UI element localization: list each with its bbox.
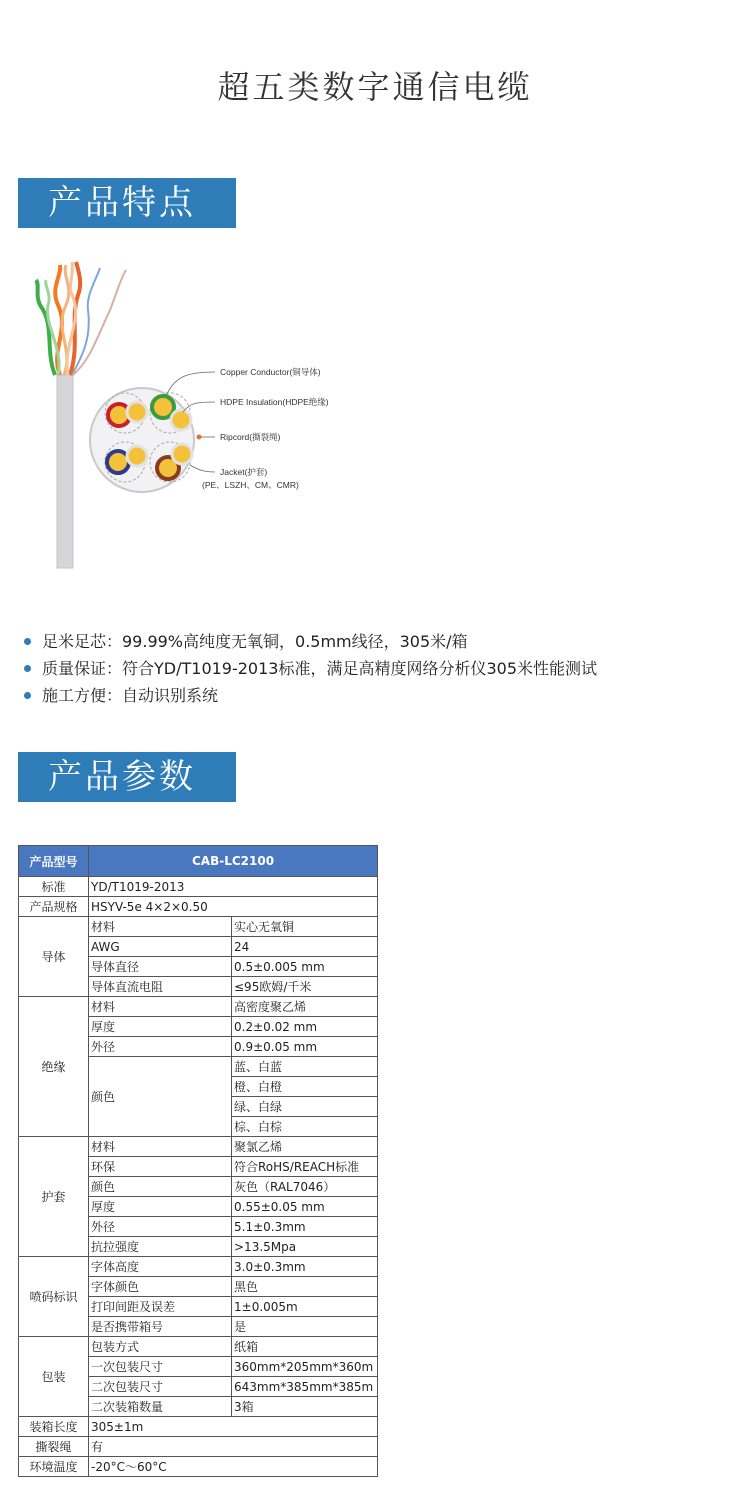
spec-table <box>18 845 378 1477</box>
feature-item: 施工方便：自动识别系统 <box>24 682 597 709</box>
label-ripcord: Ripcord(撕裂绳) <box>220 432 281 442</box>
group-marking: 喷码标识 <box>19 1257 89 1337</box>
table-row: 橙、白橙 <box>19 1077 378 1097</box>
table-row: 标准 YD/T1019-2013 <box>19 877 378 897</box>
page-title: 超五类数字通信电缆 <box>217 68 533 106</box>
cable-cross-section-diagram <box>0 250 420 580</box>
table-row: 颜色 蓝、白蓝 <box>19 1057 378 1077</box>
label-copper-conductor: Copper Conductor(铜导体) <box>220 367 321 377</box>
table-row: 外径 5.1±0.3mm <box>19 1217 378 1237</box>
table-row: 导体 材料 实心无氧铜 <box>19 917 378 937</box>
table-row: 绿、白绿 <box>19 1097 378 1117</box>
feature-item: 足米足芯：99.99%高纯度无氧铜，0.5mm线径，305米/箱 <box>24 628 597 655</box>
section-features-banner: 产品特点 <box>18 178 236 228</box>
table-row: AWG 24 <box>19 937 378 957</box>
group-jacket: 护套 <box>19 1137 89 1257</box>
bullet-icon <box>24 638 31 645</box>
table-row: 抗拉强度 >13.5Mpa <box>19 1237 378 1257</box>
feature-list <box>24 628 597 709</box>
table-row: 外径 0.9±0.05 mm <box>19 1037 378 1057</box>
table-row: 一次包装尺寸 360mm*205mm*360m <box>19 1357 378 1377</box>
group-packing: 包装 <box>19 1337 89 1417</box>
table-row: 二次包装尺寸 643mm*385mm*385m <box>19 1377 378 1397</box>
table-row: 包装 包装方式 纸箱 <box>19 1337 378 1357</box>
table-row: 导体直径 0.5±0.005 mm <box>19 957 378 977</box>
header-value: CAB-LC2100 <box>89 846 378 877</box>
table-row: 打印间距及误差 1±0.005m <box>19 1297 378 1317</box>
table-row <box>19 846 378 877</box>
group-insulation: 绝缘 <box>19 997 89 1137</box>
table-row: 撕裂绳 有 <box>19 1437 378 1457</box>
table-row: 厚度 0.2±0.02 mm <box>19 1017 378 1037</box>
table-row: 环境温度 -20°C～60°C <box>19 1457 378 1477</box>
bullet-icon <box>24 665 31 672</box>
table-row: 环保 符合RoHS/REACH标准 <box>19 1157 378 1177</box>
table-row: 是否携带箱号 是 <box>19 1317 378 1337</box>
feature-item: 质量保证：符合YD/T1019-2013标准，满足高精度网络分析仪305米性能测试 <box>24 655 597 682</box>
table-row: 颜色 灰色（RAL7046） <box>19 1177 378 1197</box>
section-params-banner: 产品参数 <box>18 752 236 802</box>
table-row: 二次装箱数量 3箱 <box>19 1397 378 1417</box>
label-jacket: Jacket(护套) <box>220 467 268 477</box>
bullet-icon <box>24 692 31 699</box>
table-row: 导体直流电阻 ≤95欧姆/千米 <box>19 977 378 997</box>
label-jacket-types: (PE、LSZH、CM、CMR) <box>202 480 299 490</box>
table-row: 护套 材料 聚氯乙烯 <box>19 1137 378 1157</box>
table-row: 喷码标识 字体高度 3.0±0.3mm <box>19 1257 378 1277</box>
label-hdpe-insulation: HDPE Insulation(HDPE绝缘) <box>220 397 329 407</box>
table-row: 棕、白棕 <box>19 1117 378 1137</box>
table-row: 装箱长度 305±1m <box>19 1417 378 1437</box>
table-row: 厚度 0.55±0.05 mm <box>19 1197 378 1217</box>
group-conductor: 导体 <box>19 917 89 997</box>
table-row: 字体颜色 黑色 <box>19 1277 378 1297</box>
header-label: 产品型号 <box>19 846 89 877</box>
table-row: 绝缘 材料 高密度聚乙烯 <box>19 997 378 1017</box>
table-row: 产品规格 HSYV-5e 4×2×0.50 <box>19 897 378 917</box>
